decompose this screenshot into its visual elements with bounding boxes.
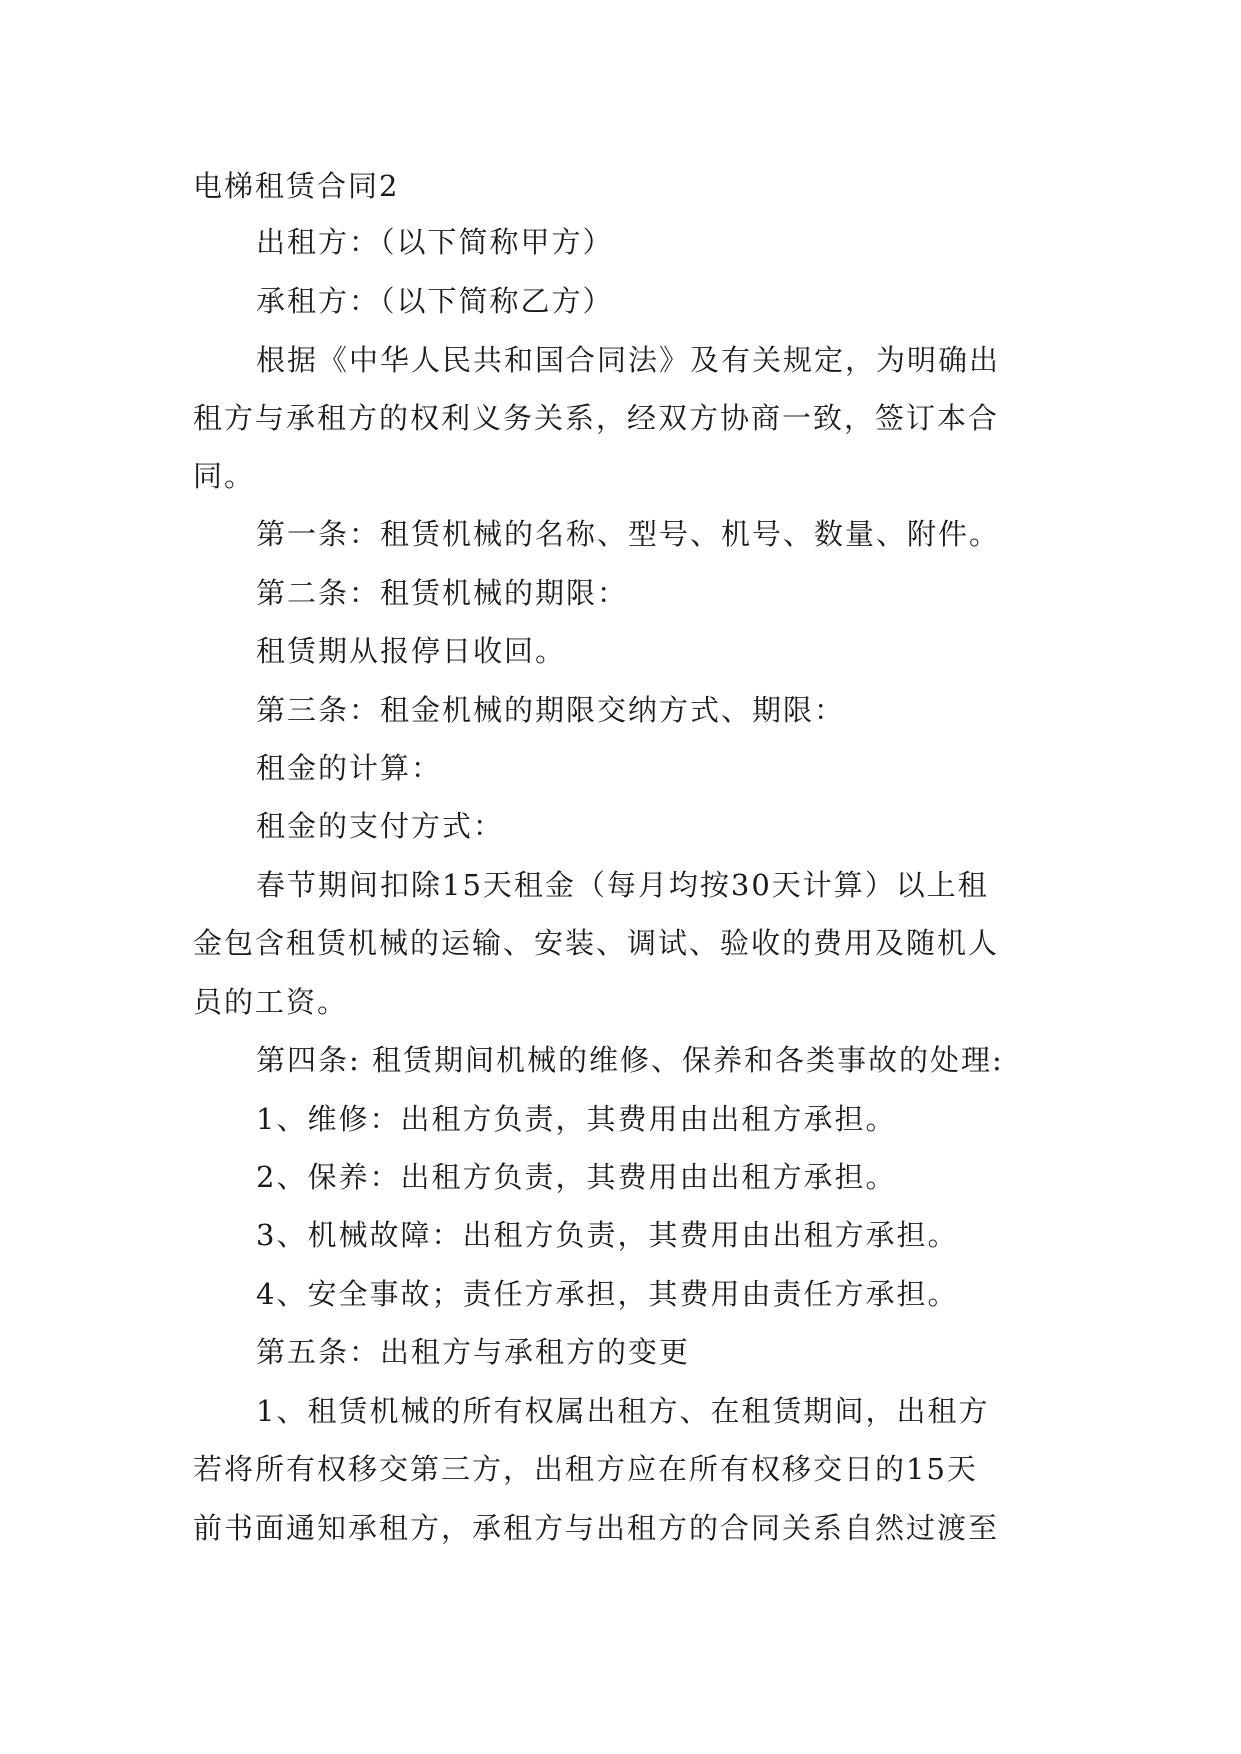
- document-title: 电梯租赁合同2: [193, 169, 400, 203]
- paragraph-line: 根据《中华人民共和国合同法》及有关规定，为明确出: [256, 343, 1001, 377]
- paragraph-line: 租金的支付方式：: [256, 809, 505, 843]
- paragraph-line: 第四条: 租赁期间机械的维修、保养和各类事故的处理:: [256, 1043, 1004, 1077]
- paragraph-line: 1、租赁机械的所有权属出租方、在租赁期间，出租方: [256, 1394, 990, 1428]
- paragraph-line: 员的工资。: [193, 985, 349, 1019]
- paragraph-line: 若将所有权移交第三方，出租方应在所有权移交日的15天: [193, 1452, 978, 1486]
- paragraph-line: 2、保养：出租方负责，其费用由出租方承担。: [256, 1160, 897, 1194]
- paragraph-line: 第三条：租金机械的期限交纳方式、期限：: [256, 693, 846, 727]
- paragraph-line: 承租方：（以下简称乙方）: [256, 284, 614, 318]
- paragraph-line: 春节期间扣除15天租金（每月均按30天计算）以上租: [256, 868, 989, 902]
- paragraph-line: 租方与承租方的权利义务关系，经双方协商一致，签订本合: [193, 401, 1000, 435]
- paragraph-line: 前书面通知承租方，承租方与出租方的合同关系自然过渡至: [193, 1511, 1000, 1545]
- paragraph-line: 3、机械故障：出租方负责，其费用由出租方承担。: [256, 1218, 959, 1252]
- paragraph-line: 第一条：租赁机械的名称、型号、机号、数量、附件。: [256, 517, 1001, 551]
- paragraph-line: 租赁期从报停日收回。: [256, 634, 567, 668]
- paragraph-line: 4、安全事故；责任方承担，其费用由责任方承担。: [256, 1277, 959, 1311]
- paragraph-line: 出租方：（以下简称甲方）: [256, 225, 614, 259]
- paragraph-line: 同。: [193, 459, 256, 493]
- paragraph-line: 金包含租赁机械的运输、安装、调试、验收的费用及随机人: [193, 926, 1000, 960]
- paragraph-line: 第五条：出租方与承租方的变更: [256, 1335, 691, 1369]
- paragraph-line: 1、维修：出租方负责，其费用由出租方承担。: [256, 1102, 897, 1136]
- paragraph-line: 租金的计算：: [256, 751, 443, 785]
- paragraph-line: 第二条：租赁机械的期限：: [256, 576, 629, 610]
